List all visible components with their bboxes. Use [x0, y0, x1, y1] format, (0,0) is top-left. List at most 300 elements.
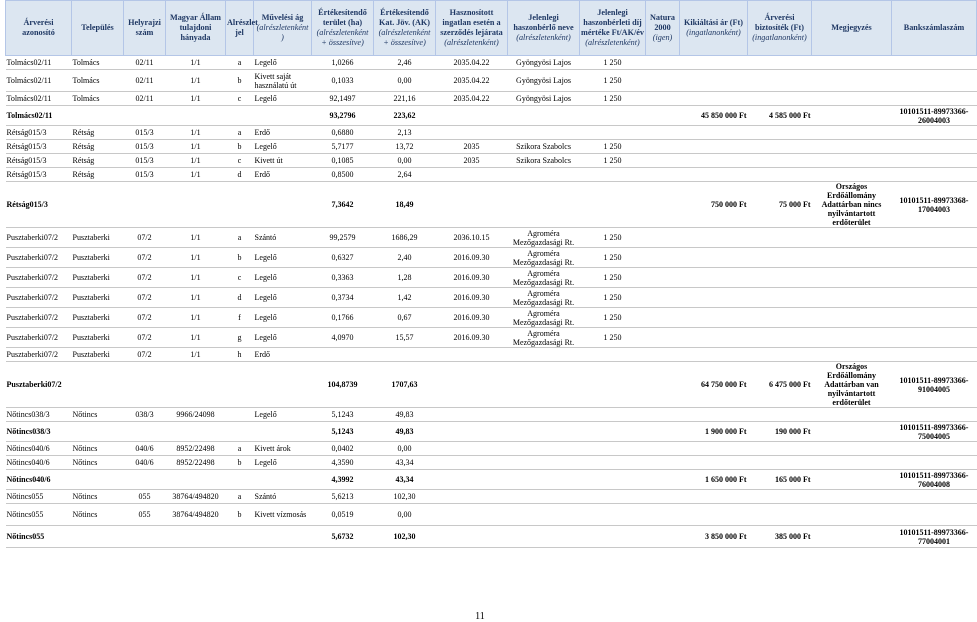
table-cell — [508, 490, 580, 504]
table-cell — [812, 442, 892, 456]
table-cell — [748, 154, 812, 168]
table-cell: Pusztaberki07/2 — [6, 248, 72, 268]
table-cell: 75 000 Ft — [748, 182, 812, 228]
table-cell: Nőtincs038/3 — [6, 422, 72, 442]
table-row — [6, 92, 977, 106]
table-cell: Legelő — [254, 268, 312, 288]
table-cell: 10101511-89973366-91004005 — [892, 362, 977, 408]
table-cell: Rétság015/3 — [6, 154, 72, 168]
table-cell: Nőtincs055 — [6, 504, 72, 526]
table-cell: Pusztaberki07/2 — [6, 328, 72, 348]
table-cell — [508, 470, 580, 490]
table-cell — [646, 182, 680, 228]
header-title: Jelenlegi haszonbérlő neve — [513, 13, 574, 32]
table-cell: Pusztaberki — [72, 348, 124, 362]
table-cell — [124, 526, 166, 548]
table-cell: Legelő — [254, 56, 312, 70]
header-subtitle: (alrészletenként) — [516, 33, 571, 42]
header-subtitle: (alrészletenként + összesítve) — [378, 28, 431, 47]
table-cell: 1 250 — [580, 140, 646, 154]
table-cell: 0,0402 — [312, 442, 374, 456]
table-cell — [374, 348, 436, 362]
table-cell — [226, 106, 254, 126]
table-cell — [580, 408, 646, 422]
table-cell: 165 000 Ft — [748, 470, 812, 490]
table-cell: 6 475 000 Ft — [748, 362, 812, 408]
table-cell — [646, 70, 680, 92]
summary-row — [6, 422, 977, 442]
summary-row — [6, 182, 977, 228]
table-cell: Kivett árok — [254, 442, 312, 456]
header-subtitle: (alrészletenként ) — [256, 23, 309, 42]
table-cell — [748, 248, 812, 268]
table-cell: b — [226, 140, 254, 154]
table-cell: Rétság015/3 — [6, 140, 72, 154]
header-title: Jelenlegi haszonbérleti díj mértéke Ft/AK/év — [581, 8, 644, 37]
header-subtitle: (alrészletenként) — [585, 38, 640, 47]
table-cell — [680, 490, 748, 504]
col-header-lease-fee — [580, 1, 646, 56]
header-title: Kikiáltási ár (Ft) — [684, 18, 743, 27]
table-cell — [892, 140, 977, 154]
table-cell — [436, 348, 508, 362]
table-cell: Pusztaberki — [72, 268, 124, 288]
col-header-auction-id — [6, 1, 72, 56]
header-title: Értékesítendő terület (ha) — [318, 8, 367, 27]
table-cell — [892, 228, 977, 248]
table-cell: 015/3 — [124, 168, 166, 182]
header-title: Bankszámlaszám — [903, 23, 965, 32]
table-cell — [508, 526, 580, 548]
table-cell: Országos Erdőállomány Adattárban van nyilvántartott erdőterület — [812, 362, 892, 408]
table-cell: 040/6 — [124, 456, 166, 470]
table-cell: Legelő — [254, 328, 312, 348]
table-cell: 1/1 — [166, 168, 226, 182]
header-title: Megjegyzés — [831, 23, 872, 32]
header-subtitle: (alrészletenként + összesítve) — [316, 28, 369, 47]
table-cell: 10101511-89973366-77004001 — [892, 526, 977, 548]
page-number: 11 — [475, 611, 485, 622]
table-cell — [812, 504, 892, 526]
table-cell — [680, 70, 748, 92]
table-cell: 0,00 — [374, 70, 436, 92]
table-cell: 1/1 — [166, 268, 226, 288]
table-cell — [748, 442, 812, 456]
table-row — [6, 328, 977, 348]
table-cell — [892, 248, 977, 268]
table-cell: 223,62 — [374, 106, 436, 126]
table-cell: Erdő — [254, 348, 312, 362]
table-cell — [436, 442, 508, 456]
table-cell: 02/11 — [124, 56, 166, 70]
table-cell: c — [226, 154, 254, 168]
table-cell — [892, 308, 977, 328]
table-cell — [580, 182, 646, 228]
table-cell: 02/11 — [124, 70, 166, 92]
table-cell — [436, 182, 508, 228]
table-cell: 1 250 — [580, 154, 646, 168]
table-cell: 07/2 — [124, 328, 166, 348]
header-title: Település — [81, 23, 114, 32]
table-cell: Rétság — [72, 140, 124, 154]
header-title: Magyar Állam tulajdoni hányada — [169, 13, 221, 42]
table-cell: 1/1 — [166, 140, 226, 154]
table-cell: Legelő — [254, 408, 312, 422]
header-subtitle: (ingatlanonként) — [752, 33, 807, 42]
table-cell — [812, 70, 892, 92]
table-cell: Tolmács02/11 — [6, 56, 72, 70]
table-cell: 07/2 — [124, 348, 166, 362]
table-cell — [892, 328, 977, 348]
table-cell: Tolmács — [72, 92, 124, 106]
table-cell: 2035.04.22 — [436, 70, 508, 92]
table-cell: 5,6213 — [312, 490, 374, 504]
table-cell — [892, 348, 977, 362]
header-title: Natura 2000 — [649, 13, 675, 32]
table-cell: 1,28 — [374, 268, 436, 288]
table-cell: 0,00 — [374, 504, 436, 526]
table-cell: c — [226, 268, 254, 288]
table-cell — [580, 504, 646, 526]
table-cell: 0,00 — [374, 154, 436, 168]
table-cell: 2035.04.22 — [436, 56, 508, 70]
table-cell — [892, 504, 977, 526]
table-cell: 10101511-89973368-17004003 — [892, 182, 977, 228]
table-cell — [812, 526, 892, 548]
table-cell — [508, 126, 580, 140]
table-cell — [646, 470, 680, 490]
table-cell: 1,0266 — [312, 56, 374, 70]
table-cell: 2,40 — [374, 248, 436, 268]
table-cell: Legelő — [254, 456, 312, 470]
table-cell — [436, 126, 508, 140]
table-cell — [72, 422, 124, 442]
table-cell — [748, 490, 812, 504]
table-cell: 4 585 000 Ft — [748, 106, 812, 126]
table-cell — [892, 268, 977, 288]
header-title: Helyrajzi szám — [128, 18, 161, 37]
table-cell — [508, 422, 580, 442]
table-cell: 221,16 — [374, 92, 436, 106]
table-cell: 015/3 — [124, 154, 166, 168]
table-cell — [892, 288, 977, 308]
table-cell — [580, 168, 646, 182]
header-subtitle: (alrészletenként) — [444, 38, 499, 47]
table-cell: 040/6 — [124, 442, 166, 456]
table-cell: Szikora Szabolcs — [508, 140, 580, 154]
table-cell — [646, 106, 680, 126]
table-cell: 0,6880 — [312, 126, 374, 140]
table-cell: 10101511-89973366-26004003 — [892, 106, 977, 126]
table-cell: 45 850 000 Ft — [680, 106, 748, 126]
table-cell: Erdő — [254, 168, 312, 182]
table-cell: Kivett út — [254, 154, 312, 168]
table-cell — [680, 154, 748, 168]
table-cell: Nőtincs038/3 — [6, 408, 72, 422]
table-cell — [680, 228, 748, 248]
table-cell — [748, 268, 812, 288]
table-cell — [812, 56, 892, 70]
table-cell: Rétság015/3 — [6, 126, 72, 140]
table-cell: 1/1 — [166, 328, 226, 348]
table-cell: 07/2 — [124, 308, 166, 328]
table-cell — [226, 408, 254, 422]
table-row — [6, 288, 977, 308]
table-cell — [812, 168, 892, 182]
table-cell — [812, 288, 892, 308]
table-cell: 0,6327 — [312, 248, 374, 268]
table-cell — [436, 168, 508, 182]
table-cell — [748, 348, 812, 362]
table-cell — [748, 140, 812, 154]
table-cell: 0,0519 — [312, 504, 374, 526]
table-cell: 10101511-89973366-76004008 — [892, 470, 977, 490]
table-cell: 1707,63 — [374, 362, 436, 408]
header-title: Árverési biztosíték (Ft) — [755, 13, 804, 32]
table-cell: Legelő — [254, 248, 312, 268]
table-cell — [436, 106, 508, 126]
table-cell — [580, 106, 646, 126]
table-cell: 055 — [124, 504, 166, 526]
table-cell: 4,0970 — [312, 328, 374, 348]
table-row — [6, 168, 977, 182]
table-row — [6, 348, 977, 362]
header-title: Értékesítendő Kat. Jöv. (AK) — [379, 8, 430, 27]
table-cell: 2016.09.30 — [436, 328, 508, 348]
table-cell: Pusztaberki07/2 — [6, 268, 72, 288]
table-cell: 1/1 — [166, 126, 226, 140]
table-cell: Gyöngyösi Lajos — [508, 70, 580, 92]
table-cell — [646, 526, 680, 548]
table-cell — [680, 408, 748, 422]
table-cell — [812, 268, 892, 288]
table-cell — [226, 422, 254, 442]
table-row — [6, 308, 977, 328]
table-cell: Agroméra Mezőgazdasági Rt. — [508, 248, 580, 268]
table-cell — [226, 470, 254, 490]
table-cell — [436, 362, 508, 408]
table-cell — [646, 140, 680, 154]
col-header-auction-deposit — [748, 1, 812, 56]
col-header-starting-price — [680, 1, 748, 56]
table-cell: Tolmács02/11 — [6, 92, 72, 106]
table-cell: b — [226, 504, 254, 526]
table-cell — [646, 442, 680, 456]
table-cell — [254, 470, 312, 490]
table-cell: f — [226, 308, 254, 328]
col-header-remarks — [812, 1, 892, 56]
table-cell — [508, 106, 580, 126]
table-cell: Országos Erdőállomány Adattárban nincs nyilvántartott erdőterület — [812, 182, 892, 228]
table-cell — [812, 456, 892, 470]
table-cell — [508, 504, 580, 526]
table-cell — [812, 408, 892, 422]
table-cell — [812, 126, 892, 140]
table-cell — [748, 228, 812, 248]
table-cell: 102,30 — [374, 490, 436, 504]
table-cell: 49,83 — [374, 422, 436, 442]
table-cell — [646, 154, 680, 168]
table-cell: Rétság — [72, 168, 124, 182]
table-cell — [646, 490, 680, 504]
table-row — [6, 70, 977, 92]
table-cell — [646, 328, 680, 348]
table-cell: g — [226, 328, 254, 348]
table-cell — [748, 288, 812, 308]
table-cell — [680, 442, 748, 456]
col-header-cultivation — [254, 1, 312, 56]
table-cell — [124, 106, 166, 126]
table-cell — [436, 408, 508, 422]
table-cell: 2016.09.30 — [436, 288, 508, 308]
table-cell — [812, 308, 892, 328]
table-cell — [312, 348, 374, 362]
table-cell: 1/1 — [166, 348, 226, 362]
table-cell: 02/11 — [124, 92, 166, 106]
table-cell — [646, 456, 680, 470]
table-cell: 8952/22498 — [166, 456, 226, 470]
table-cell: 64 750 000 Ft — [680, 362, 748, 408]
table-row — [6, 56, 977, 70]
table-cell: 93,2796 — [312, 106, 374, 126]
table-cell: 1 250 — [580, 328, 646, 348]
table-cell — [812, 228, 892, 248]
table-cell — [166, 182, 226, 228]
table-cell — [646, 348, 680, 362]
col-header-lessee-name — [508, 1, 580, 56]
table-cell: 1/1 — [166, 288, 226, 308]
table-cell: Tolmács02/11 — [6, 70, 72, 92]
table-cell: Nőtincs055 — [6, 490, 72, 504]
col-header-bank-account — [892, 1, 977, 56]
property-auction-table — [5, 0, 977, 548]
table-cell: Tolmács — [72, 56, 124, 70]
table-cell: a — [226, 56, 254, 70]
table-cell: Tolmács — [72, 70, 124, 92]
table-cell — [812, 470, 892, 490]
table-cell: 190 000 Ft — [748, 422, 812, 442]
table-cell — [508, 442, 580, 456]
table-cell — [646, 422, 680, 442]
table-cell — [680, 56, 748, 70]
header-title: Hasznosított ingatlan esetén a szerződés lejárata — [440, 8, 503, 37]
table-cell: 0,1033 — [312, 70, 374, 92]
table-cell: Legelő — [254, 92, 312, 106]
table-cell — [254, 106, 312, 126]
table-cell: b — [226, 248, 254, 268]
table-cell: Agroméra Mezőgazdasági Rt. — [508, 288, 580, 308]
table-cell: 0,3363 — [312, 268, 374, 288]
table-cell: 49,83 — [374, 408, 436, 422]
table-cell: Nőtincs040/6 — [6, 470, 72, 490]
table-row — [6, 268, 977, 288]
table-cell: Pusztaberki — [72, 288, 124, 308]
table-cell: 07/2 — [124, 268, 166, 288]
table-cell — [680, 268, 748, 288]
table-cell — [72, 470, 124, 490]
table-cell — [680, 140, 748, 154]
table-cell: 9966/24098 — [166, 408, 226, 422]
col-header-cadastral-income — [374, 1, 436, 56]
table-cell — [748, 168, 812, 182]
table-cell: 1/1 — [166, 70, 226, 92]
table-cell: 015/3 — [124, 140, 166, 154]
table-cell — [646, 228, 680, 248]
table-cell — [166, 470, 226, 490]
table-row — [6, 490, 977, 504]
table-cell: 43,34 — [374, 470, 436, 490]
table-cell: 2035.04.22 — [436, 92, 508, 106]
table-cell: 92,1497 — [312, 92, 374, 106]
table-cell: Legelő — [254, 140, 312, 154]
table-cell — [226, 182, 254, 228]
table-cell: Legelő — [254, 308, 312, 328]
table-cell: 2016.09.30 — [436, 308, 508, 328]
table-cell — [812, 490, 892, 504]
table-cell: Nőtincs — [72, 504, 124, 526]
table-cell: 43,34 — [374, 456, 436, 470]
table-cell — [892, 70, 977, 92]
table-cell — [646, 168, 680, 182]
table-body — [6, 56, 977, 548]
table-cell: 1 250 — [580, 56, 646, 70]
table-cell: d — [226, 168, 254, 182]
table-cell — [680, 456, 748, 470]
table-cell: 7,3642 — [312, 182, 374, 228]
table-cell: 102,30 — [374, 526, 436, 548]
table-cell — [508, 348, 580, 362]
table-cell: Pusztaberki — [72, 308, 124, 328]
col-header-subparcel — [226, 1, 258, 56]
table-cell: Nőtincs — [72, 490, 124, 504]
table-row — [6, 408, 977, 422]
table-cell: 1 250 — [580, 228, 646, 248]
table-cell: a — [226, 228, 254, 248]
table-cell: 2036.10.15 — [436, 228, 508, 248]
table-cell — [580, 470, 646, 490]
table-cell — [680, 348, 748, 362]
table-cell — [892, 154, 977, 168]
table-cell — [580, 490, 646, 504]
table-cell: 104,8739 — [312, 362, 374, 408]
table-cell — [748, 456, 812, 470]
table-cell: Pusztaberki07/2 — [6, 348, 72, 362]
table-cell: Agroméra Mezőgazdasági Rt. — [508, 328, 580, 348]
table-cell — [748, 56, 812, 70]
table-cell — [436, 470, 508, 490]
table-cell — [580, 526, 646, 548]
table-cell: 1,42 — [374, 288, 436, 308]
table-cell: 055 — [124, 490, 166, 504]
table-cell — [646, 308, 680, 328]
table-cell: 1 250 — [580, 92, 646, 106]
table-cell: 0,8500 — [312, 168, 374, 182]
table-cell — [812, 92, 892, 106]
table-cell — [646, 126, 680, 140]
table-cell — [812, 248, 892, 268]
table-cell: Pusztaberki07/2 — [6, 362, 72, 408]
table-cell — [580, 442, 646, 456]
table-cell: 07/2 — [124, 228, 166, 248]
table-cell: Kivett vízmosás — [254, 504, 312, 526]
table-cell — [226, 526, 254, 548]
table-cell — [124, 470, 166, 490]
table-cell: 5,1243 — [312, 422, 374, 442]
table-cell — [646, 362, 680, 408]
table-cell: 38764/494820 — [166, 504, 226, 526]
table-cell — [72, 362, 124, 408]
table-cell: Pusztaberki07/2 — [6, 288, 72, 308]
